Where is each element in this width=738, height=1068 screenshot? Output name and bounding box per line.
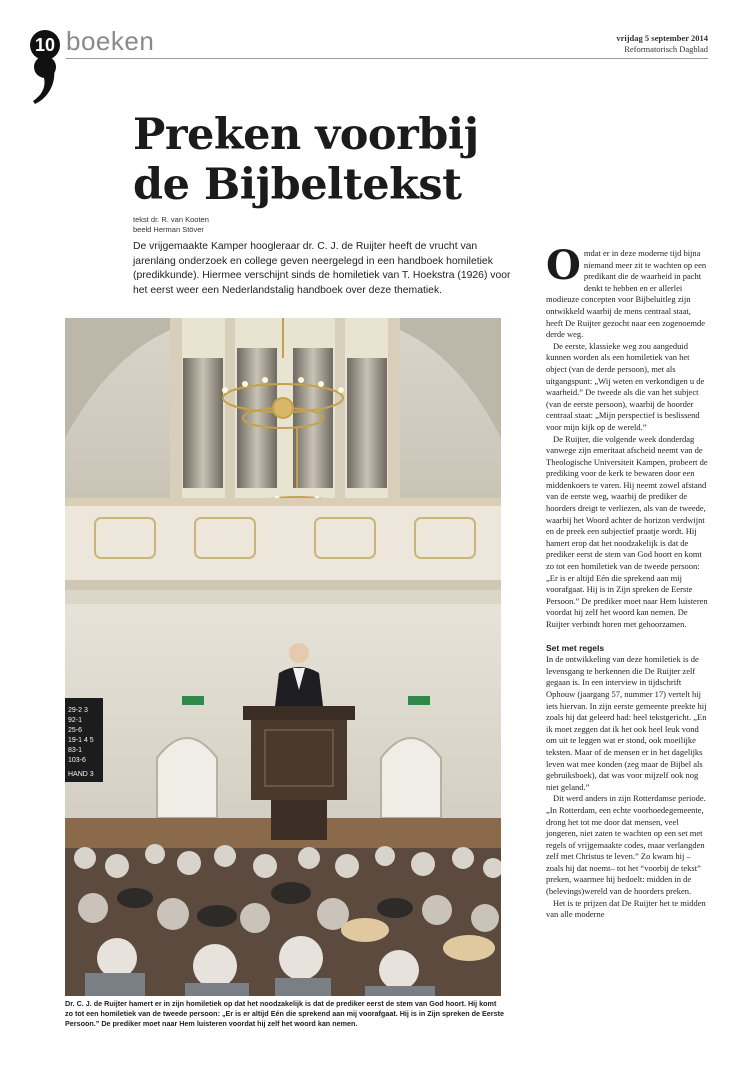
- drop-cap: O: [546, 242, 581, 289]
- paragraph-3: De Ruijter, die volgende week donderdag vanwege zijn emeritaat afscheid neemt van de Theologische Universiteit Kampen, probeert de prediking voor de kerk te bewaren door een middenkoers te varen. Hij neemt zowel afstand van de eerste weg, waarbij de prediker de hoorders dreigt te verliezen, als van de tweede, waarbij het Woord achter de horizon verdwijnt en de preek een subjectief praatje wordt. Hij hamert erop dat het noodzakelijk is dat de prediker eerst de stem van God hoort en komt zo tot een homiletiek van de tweede persoon: „Er is er altijd Eén die sprekend aan mij voorafgaat. Hij is in Zijn spreken de Eerste Persoon.” De prediker moet naar Hem luisteren voordat hij zelf het woord kan nemen. De Ruijter verbindt horen met gehoorzamen.: [546, 433, 708, 629]
- paragraph-2: De eerste, klassieke weg zou aangeduid kunnen worden als een homiletiek van het object (van de derde persoon), met als uitgangspunt: „Wij weten en verkondigen u de waarheid.” De tweede als die van het subject (van de eerste persoon), waarbij de hoorder centraal staat: „Mijn perspectief is beslissend voor mijn kijk op de wereld.”: [546, 340, 705, 432]
- paragraph-5: Dit werd anders in zijn Rotterdamse periode. „In Rotterdam, een echte voorhoedegemeente, drong het tot me door dat mensen, veel jongeren, niet zaten te wachten op een set met regels of vrijgemaakte codes, maar verlangden zelf met Christus te leven.” Zo kwam hij –zoals hij dat noemt– tot het “voorbij de tekst” preken, waarmee hij bedoelt: midden in de (belevings)wereld van de hoorders preken.: [546, 793, 706, 897]
- page-number: 10: [30, 30, 60, 60]
- arched-door-left: [157, 738, 217, 818]
- organ-balcony: [65, 498, 501, 588]
- issue-date: vrijdag 5 september 2014: [616, 33, 708, 43]
- organ-pipes-center-right: [293, 348, 333, 488]
- paragraph-1: [546, 242, 708, 341]
- hymn-number: 83-1: [68, 747, 83, 754]
- intro-paragraph: De vrijgemaakte Kamper hoogleraar dr. C. J. de Ruijter heeft de vrucht van jarenlang onderzoek en college geven neergelegd in een handboek homiletiek (predikkunde). Hiermee verschijnt sinds de homiletiek van T. Hoekstra (1926) voor het eerst weer een Nederlandstalig handboek over deze thematiek.: [133, 241, 511, 296]
- header-divider: [66, 58, 708, 59]
- preacher: [289, 643, 309, 663]
- subheading: Set met regels: [546, 642, 605, 653]
- hymn-number: 19-1 4 5: [68, 737, 94, 744]
- comma-logo-icon: [30, 54, 60, 106]
- photo-caption: Dr. C. J. de Ruijter hamert er in zijn homiletiek op dat het noodzakelijk is dat de prediker eerst de stem van God hoort. Hij komt zo tot een homiletiek van de tweede persoon: „Er is er altijd Eén die sprekend aan mij voorafgaat. Hij is in Zijn spreken de Eerste Persoon.” De prediker moet naar Hem luisteren voordat hij zelf het woord kan nemen.: [65, 999, 504, 1029]
- hymn-number: HAND 3: [68, 771, 94, 778]
- masthead-info: [616, 33, 708, 55]
- article-body: [546, 242, 708, 921]
- organ-pipes-left: [183, 358, 223, 488]
- arched-door-right: [381, 738, 441, 818]
- paragraph-6: Het is te prijzen dat De Ruijter het te midden van alle moderne: [546, 897, 706, 920]
- church-photo: [65, 318, 501, 996]
- exit-sign-right: [408, 696, 430, 705]
- congregation: [65, 844, 501, 996]
- organ-pipes-right: [347, 358, 387, 488]
- hymn-number: 103-6: [68, 757, 86, 764]
- hymn-number: 29-2 3: [68, 707, 88, 714]
- headline-line-1: Preken voorbij: [133, 110, 479, 160]
- headline-line-2: de Bijbeltekst: [133, 160, 462, 210]
- hymn-board: [65, 698, 103, 782]
- church-interior-illustration: [65, 318, 501, 996]
- paragraph-1-text: mdat er in deze moderne tijd bijna niemand meer zit te wachten op een predikant die de waarheid in pacht denkt te hebben en er allerlei modieuze concepten voor Bijbeluitleg zijn ontwikkeld waarbij de mens centraal staat, heeft De Ruijter gezocht naar een zogenoemde derde weg.: [546, 248, 707, 340]
- hymn-number: 92-1: [68, 717, 83, 724]
- exit-sign-left: [182, 696, 204, 705]
- byline-text: tekst dr. R. van Kooten: [133, 215, 209, 224]
- section-label: boeken: [66, 26, 155, 56]
- hymn-number: 25-6: [68, 727, 83, 734]
- publication-name: Reformatorisch Dagblad: [624, 44, 708, 54]
- byline: [133, 215, 209, 235]
- byline-photo: beeld Herman Stöver: [133, 225, 204, 234]
- headline: [133, 110, 479, 210]
- paragraph-4: In de ontwikkeling van deze homiletiek is de levensgang te herkennen die De Ruijter zelf gegaan is. In een interview in tijdschrift Ophouw (jaargang 57, nummer 17) vertelt hij iets hiervan. In zijn eerste gemeente preekte hij zoals hij dat geleerd had: heel tekstgericht. „En ik moet zeggen dat ik het ook heel leuk vond om uit te leggen wat er stond, ook moeilijke teksten. Maar of de mensen er in het dagelijks leven wat mee konden (zeg maar de Bijbel als gebruiksboek), dat was voor mijzelf ook nog niet geland.”: [546, 654, 707, 792]
